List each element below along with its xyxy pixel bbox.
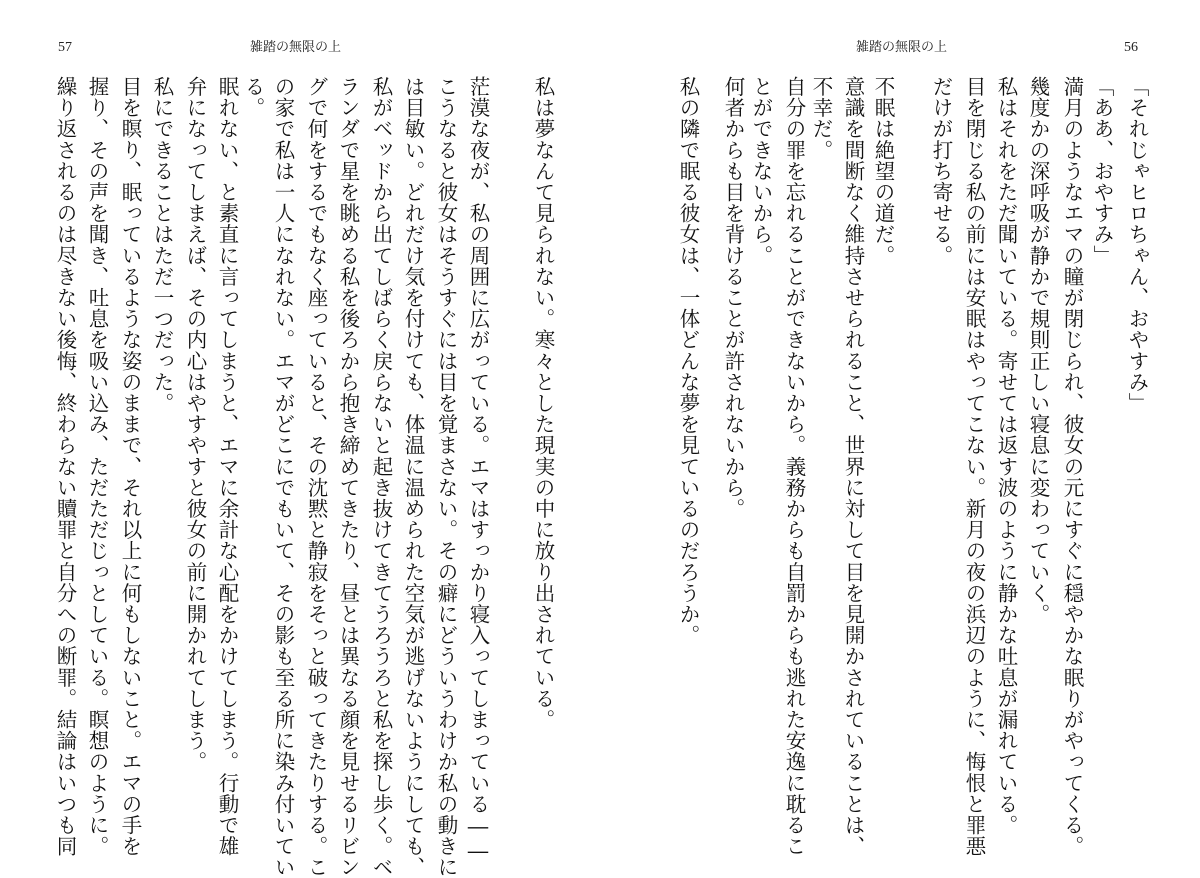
text-column: 繰り返されるのは尽きない後悔、終わらない贖罪と自分への断罪。結論はいつも同 <box>53 76 77 857</box>
text-column: 何者からも目を背けることが許されないから。 <box>721 76 745 520</box>
text-column: 「それじゃヒロちゃん、おやすみ」 <box>1125 76 1149 414</box>
page-number: 57 <box>58 40 72 55</box>
text-column: グで何をするでもなく座っていると、その沈黙と静寂をそっと破ってきたりする。こ <box>304 76 328 878</box>
text-column: ランダで星を眺める私を後ろから抱き締めてきたり、昼とは異なる顔を見せるリビン <box>336 76 360 878</box>
text-column: とができないから。 <box>749 76 773 266</box>
running-head: 雑踏の無限の上 <box>856 40 948 55</box>
text-column: 目を閉じる私の前には安眠はやってこない。新月の夜の浜辺のように、悔恨と罪悪 <box>962 76 986 857</box>
text-column: 眠れない、と素直に言ってしまうと、エマに余計な心配をかけてしまう。行動で雄 <box>215 76 239 857</box>
text-column: は目敏い。どれだけ気を付けても、体温に温められた空気が逃げないようにしても、 <box>401 76 425 878</box>
text-column: 私がベッドから出てしばらく戻らないと起き抜けてきてうろうろと私を探し歩く。ベ <box>369 76 393 878</box>
text-column: 弁になってしまえば、その内心はやすやすと彼女の前に開かれてしまう。 <box>183 76 207 773</box>
text-column: の家で私は一人になれない。エマがどこにでもいて、その影も至る所に染み付いてい <box>271 76 295 878</box>
text-column: 私にできることはただ一つだった。 <box>150 76 174 414</box>
text-column: 目を瞑り、眠っているような姿のままで、それ以上に何もしないこと。エマの手を <box>118 76 142 857</box>
text-column: 私は夢なんて見られない。寒々とした現実の中に放り出されている。 <box>531 76 555 731</box>
text-column: こうなると彼女はそうすぐには目を覚まさない。その癖にどういうわけか私の動きに <box>434 76 458 878</box>
page-number: 56 <box>1124 40 1138 55</box>
text-column: る。 <box>241 76 265 119</box>
text-column: 茫漠な夜が、私の周囲に広がっている。エマはすっかり寝入ってしまっている―― <box>466 76 490 864</box>
text-column: 意識を間断なく維持させられること、世界に対して目を見開かされていることは、 <box>841 76 865 857</box>
text-column: 「ああ、おやすみ」 <box>1090 76 1114 266</box>
text-column: だけが打ち寄せる。 <box>929 76 953 266</box>
text-column: 自分の罪を忘れることができないから。義務からも自罰からも逃れた安逸に耽るこ <box>782 76 806 857</box>
text-column: 不眠は絶望の道だ。 <box>871 76 895 266</box>
text-column: 幾度かの深呼吸が静かで規則正しい寝息に変わっていく。 <box>1026 76 1050 625</box>
text-column: 満月のようなエマの瞳が閉じられ、彼女の元にすぐに穏やかな眠りがやってくる。 <box>1060 76 1084 857</box>
text-column: 不幸だ。 <box>809 76 833 161</box>
text-column: 私はそれをただ聞いている。寄せては返す波のように静かな吐息が漏れている。 <box>994 76 1018 836</box>
text-column: 握り、その声を聞き、吐息を吸い込み、ただただじっとしている。瞑想のように。 <box>85 76 109 857</box>
text-column: 私の隣で眠る彼女は、一体どんな夢を見ているのだろうか。 <box>676 76 700 646</box>
running-head: 雑踏の無限の上 <box>250 40 342 55</box>
